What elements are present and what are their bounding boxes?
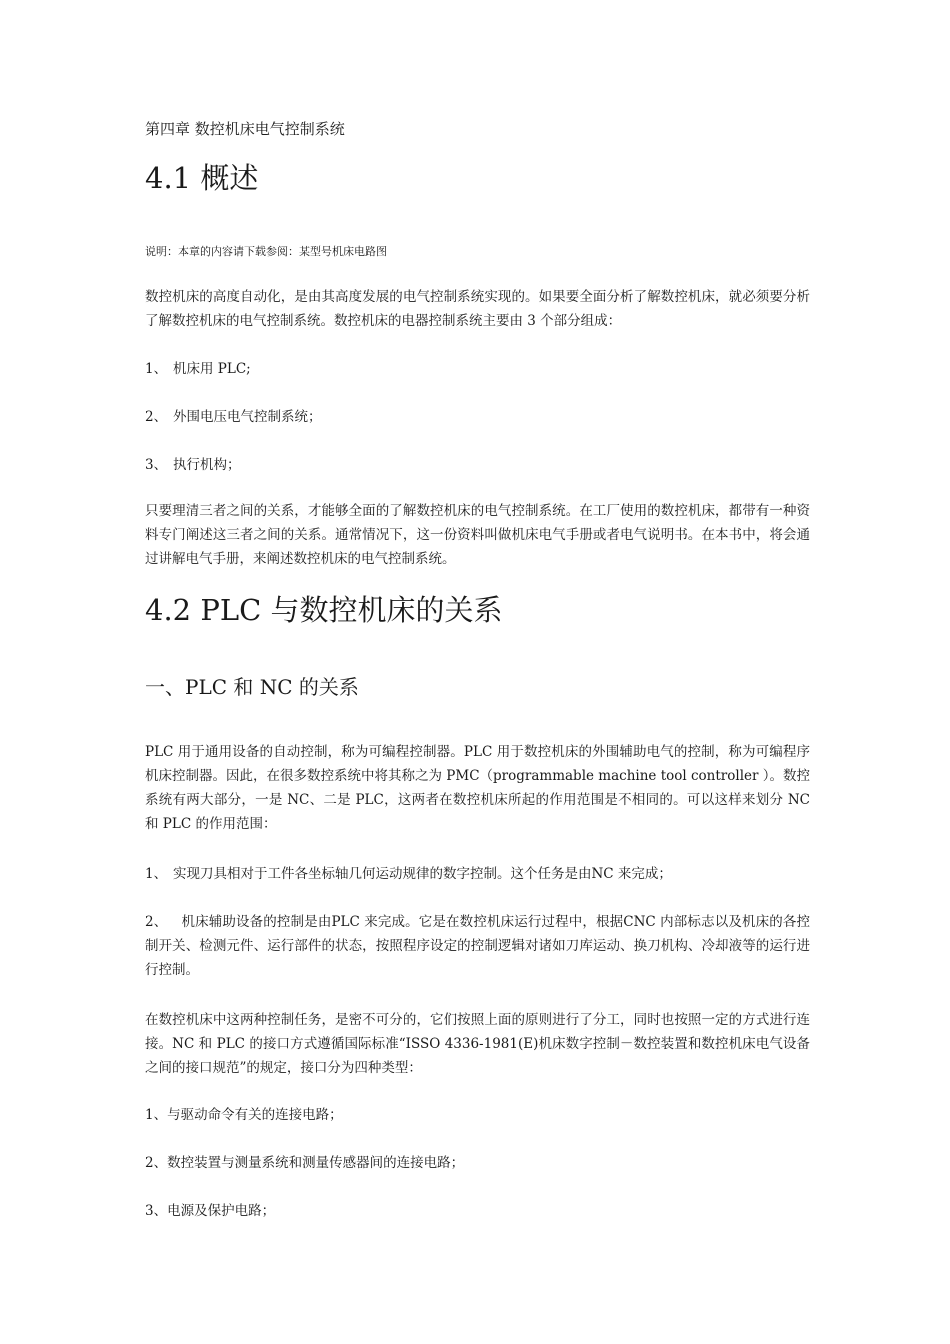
list-item-number: 1、: [145, 866, 168, 882]
list-item-text: 执行机构；: [173, 457, 241, 473]
section-4-1-summary: 只要理清三者之间的关系，才能够全面的了解数控机床的电气控制系统。在工厂使用的数控机床，都带有一种资料专门阐述这三者之间的关系。通常情况下，这一份资料叫做机床电气手册或者电气说明书。在本书中，将会通过讲解电气手册，来阐述数控机床的电气控制系统。: [145, 503, 810, 567]
section-4-1-intro: 数控机床的高度自动化，是由其高度发展的电气控制系统实现的。如果要全面分析了解数控机床，就必须要分析了解数控机床的电气控制系统。数控机床的电器控制系统主要由 3 个部分组成：: [145, 289, 810, 329]
list-item-text: 机床辅助设备的控制是由PLC 来完成。它是在数控机床运行过程中，根据CNC 内部标志以及机床的各控制开关、检测元件、运行部件的状态，按照程序设定的控制逻辑对诸如刀库运动、换刀机构、冷却液等的运行进行控制。: [145, 914, 810, 978]
section-4-1-note: 说明：本章的内容请下载参阅：某型号机床电路图: [145, 245, 387, 258]
list-item-number: 3、: [145, 457, 168, 473]
section-4-1-heading: 4.1 概述: [145, 161, 259, 195]
list-item-text: 外围电压电气控制系统；: [173, 409, 322, 425]
component-list-item: [145, 405, 810, 429]
scope-list-item-plc: [145, 910, 810, 982]
interface-type-item: 2、数控装置与测量系统和测量传感器间的连接电路；: [145, 1155, 465, 1171]
subsection-plc-nc-heading: 一、PLC 和 NC 的关系: [145, 675, 359, 699]
list-item-number: 1、: [145, 361, 168, 377]
interface-type-item: 1、与驱动命令有关的连接电路；: [145, 1107, 343, 1123]
chapter-title: 第四章 数控机床电气控制系统: [145, 120, 345, 138]
component-list-item: [145, 453, 810, 477]
scope-list-item: [145, 862, 810, 886]
list-item-number: 2、: [145, 409, 168, 425]
section-4-2-heading: 4.2 PLC 与数控机床的关系: [145, 593, 503, 627]
list-item-text: 机床用 PLC;: [173, 361, 251, 377]
component-list-item: [145, 357, 810, 381]
interface-type-item: 3、电源及保护电路；: [145, 1203, 276, 1219]
plc-nc-paragraph: PLC 用于通用设备的自动控制，称为可编程控制器。PLC 用于数控机床的外围辅助电气的控制，称为可编程序机床控制器。因此，在很多数控系统中将其称之为 PMC（programmable machine tool controller ）。数控系统有两大部分，一是 NC、二是 PLC，这两者在数控机床所起的作用范围是不相同的。可以这样来划分 NC 和 PLC 的作用范围：: [145, 744, 810, 832]
interface-paragraph: 在数控机床中这两种控制任务，是密不可分的，它们按照上面的原则进行了分工，同时也按照一定的方式进行连接。NC 和 PLC 的接口方式遵循国际标准“ISSO 4336-1981(E)机床数字控制－数控装置和数控机床电气设备之间的接口规范”的规定，接口分为四种类型：: [145, 1012, 810, 1076]
list-item-number: 2、: [145, 914, 168, 930]
list-item-text: 实现刀具相对于工件各坐标轴几何运动规律的数字控制。这个任务是由NC 来完成；: [173, 866, 672, 882]
